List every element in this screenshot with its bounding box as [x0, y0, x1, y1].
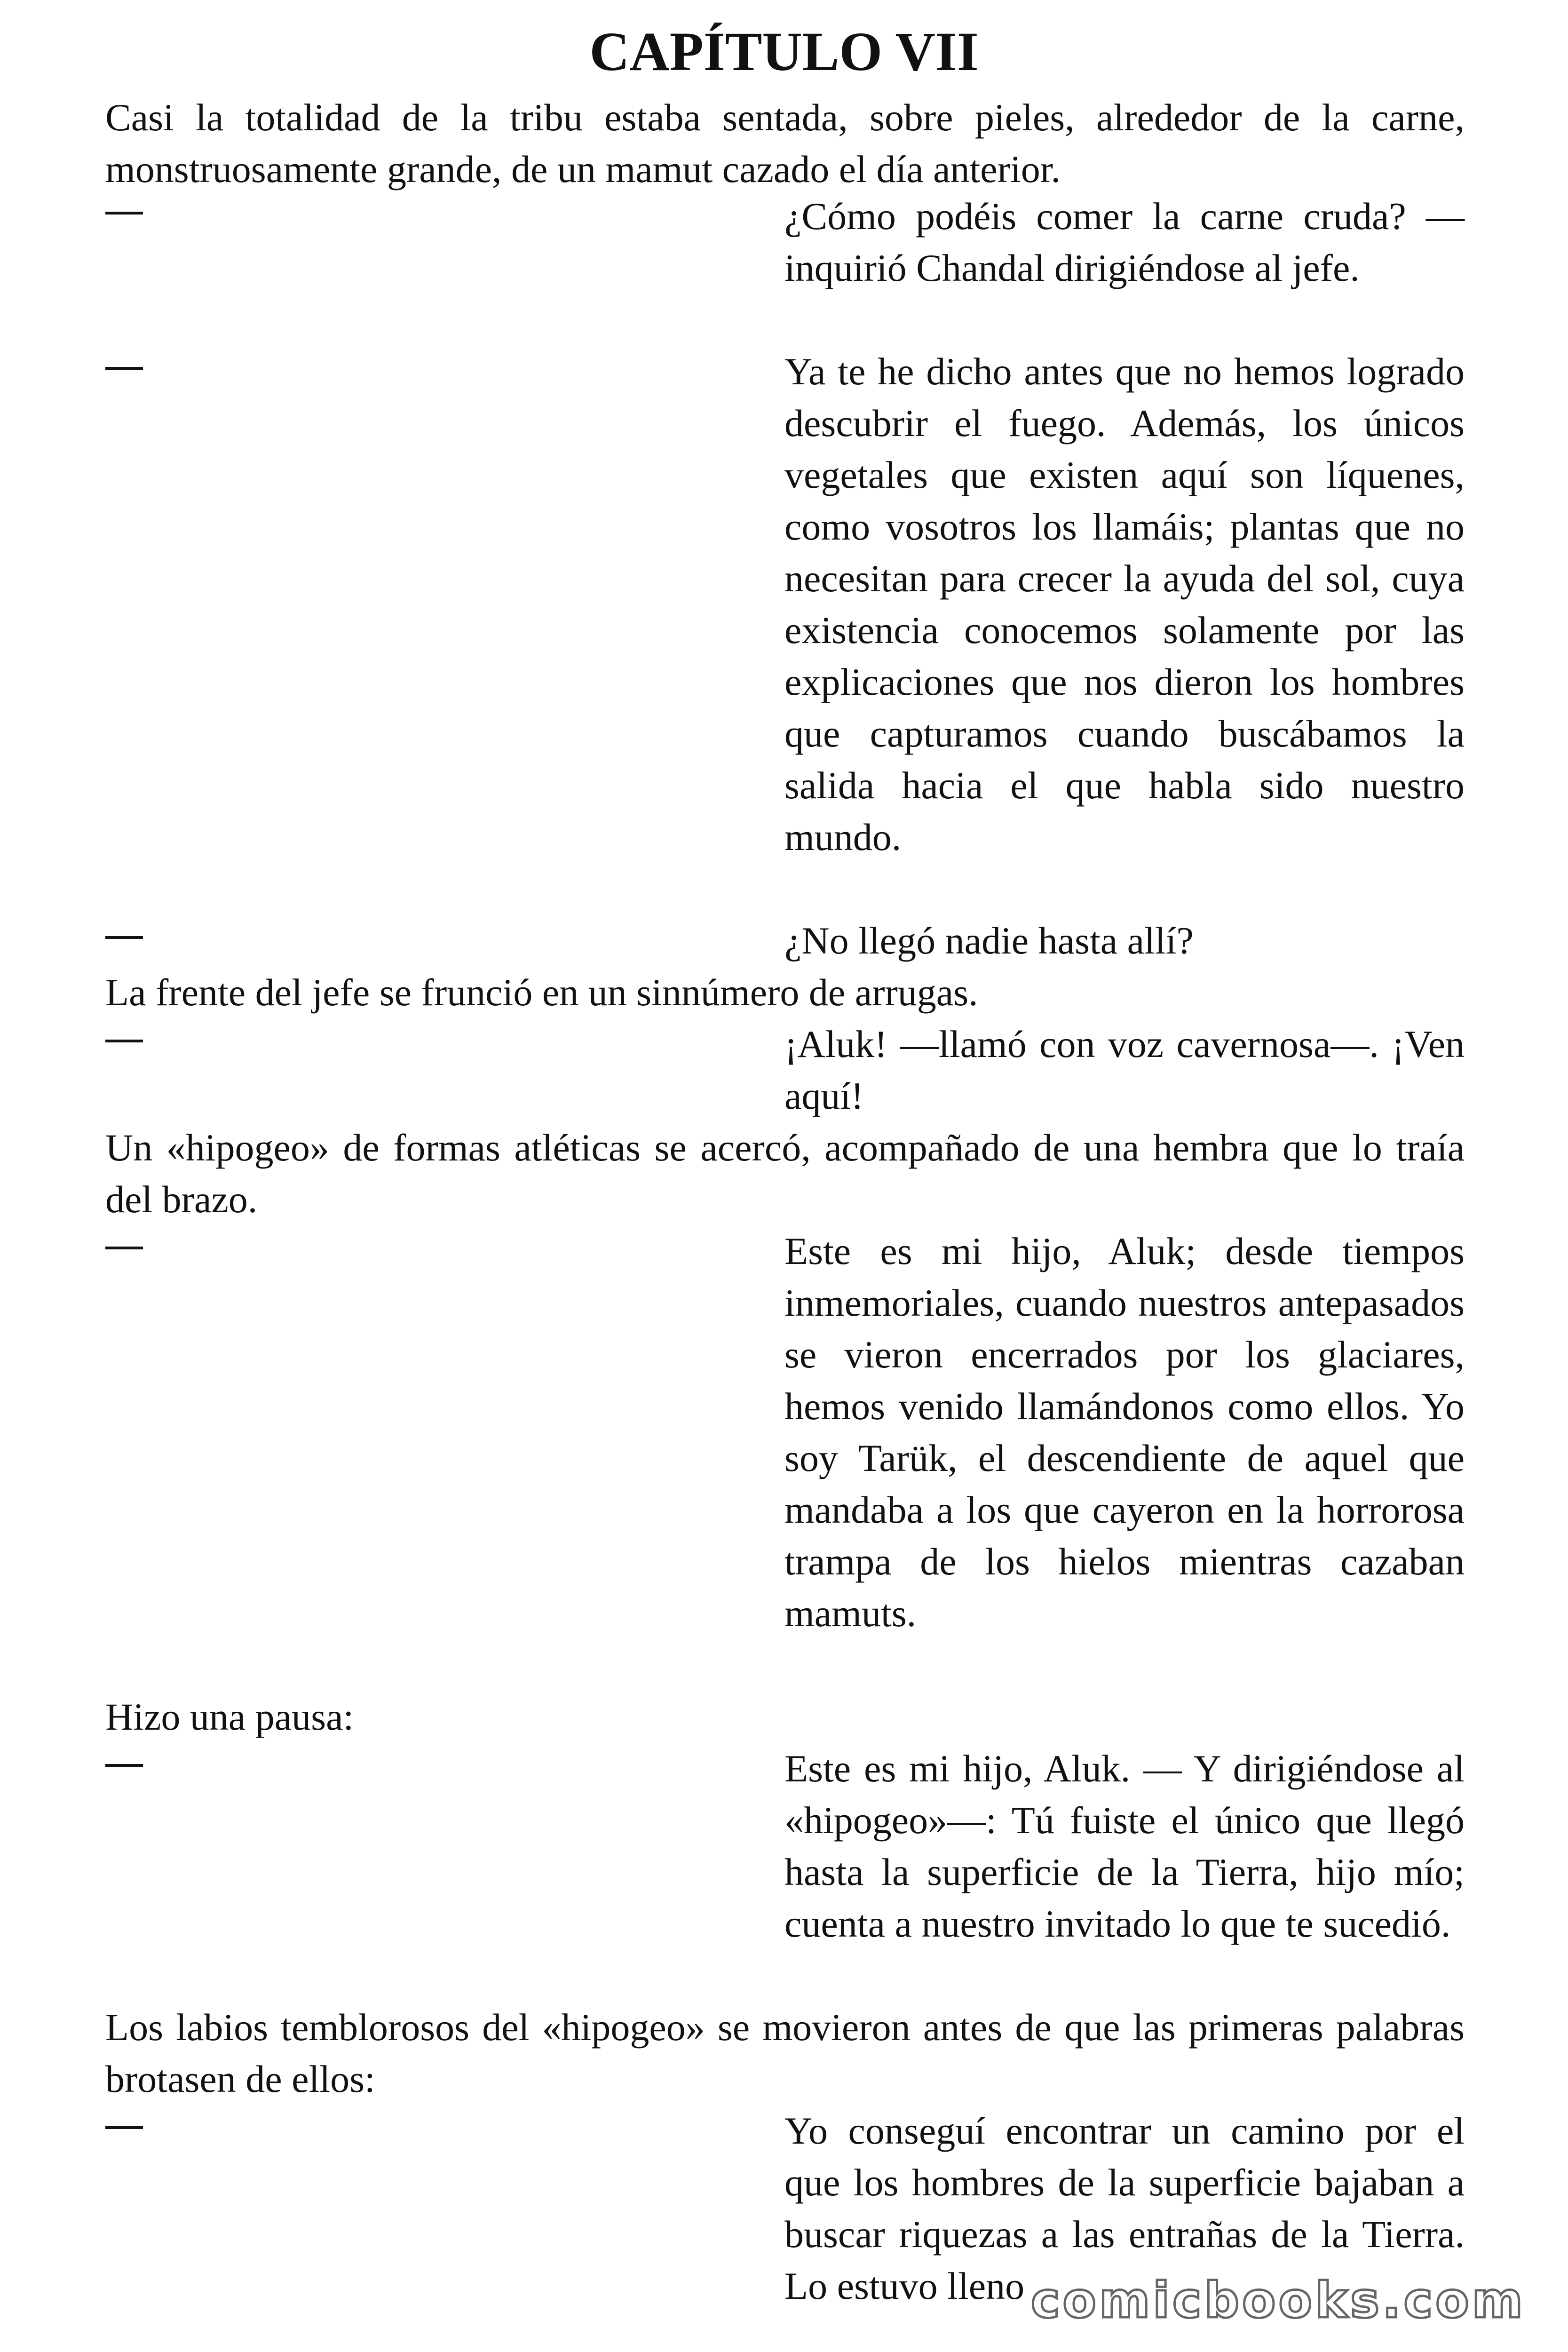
- dialogue-dash: [105, 1247, 143, 1249]
- dialogue-dash: [105, 936, 143, 939]
- narrative-paragraph: La frente del jefe se frunció en un sinnúmero de arrugas.: [105, 971, 978, 1014]
- narrative-paragraph: Los labios temblorosos del «hipogeo» se movieron antes de que las primeras palabras brotasen de ellos:: [105, 2006, 1465, 2100]
- narrative-paragraph: Un «hipogeo» de formas atléticas se acercó, acompañado de una hembra que lo traía del brazo.: [105, 1126, 1465, 1221]
- dialogue-dash: [105, 2126, 143, 2129]
- site-watermark: comicbooks.com: [1030, 2272, 1526, 2329]
- dialogue-line: ¡Aluk! —llamó con voz cavernosa—. ¡Ven aquí!: [784, 1023, 1465, 1117]
- narrative-paragraph: Hizo una pausa:: [105, 1695, 354, 1738]
- dialogue-line: ¿Cómo podéis comer la carne cruda? —inquirió Chandal dirigiéndose al jefe.: [784, 195, 1465, 289]
- dialogue-dash: [105, 212, 143, 215]
- dialogue-line: Este es mi hijo, Aluk; desde tiempos inmemoriales, cuando nuestros antepasados se vieron encerrados por los glaciares, hemos venido llamándonos como ellos. Yo soy Tarük, el descendiente de aquel que mandaba a los que cayeron en la horrorosa trampa de los hielos mientras cazaban mamuts.: [784, 1230, 1465, 1635]
- dialogue-dash: [105, 1040, 143, 1042]
- dialogue-line: Este es mi hijo, Aluk. — Y dirigiéndose al «hipogeo»—: Tú fuiste el único que llegó hasta la superficie de la Tierra, hijo mío; cuenta a nuestro invitado lo que te sucedió.: [784, 1747, 1465, 1945]
- dialogue-dash: [105, 1764, 143, 1767]
- dialogue-line: Yo conseguí encontrar un camino por el que los hombres de la superficie bajaban a buscar riquezas a las entrañas de la Tierra. Lo estuvo lleno: [784, 2109, 1465, 2307]
- dialogue-dash: [105, 367, 143, 370]
- chapter-title: CAPÍTULO VII: [589, 21, 979, 82]
- narrative-paragraph: Casi la totalidad de la tribu estaba sentada, sobre pieles, alrededor de la carne, monstruosamente grande, de un mamut cazado el día anterior.: [105, 96, 1465, 191]
- dialogue-line: ¿No llegó nadie hasta allí?: [784, 919, 1194, 962]
- dialogue-line: Ya te he dicho antes que no hemos logrado descubrir el fuego. Además, los únicos vegetales que existen aquí son líquenes, como vosotros los llamáis; plantas que no necesitan para crecer la ayuda del sol, cuya existencia conocemos solamente por las explicaciones que nos dieron los hombres que capturamos cuando buscábamos la salida hacia el que habla sido nuestro mundo.: [784, 350, 1465, 858]
